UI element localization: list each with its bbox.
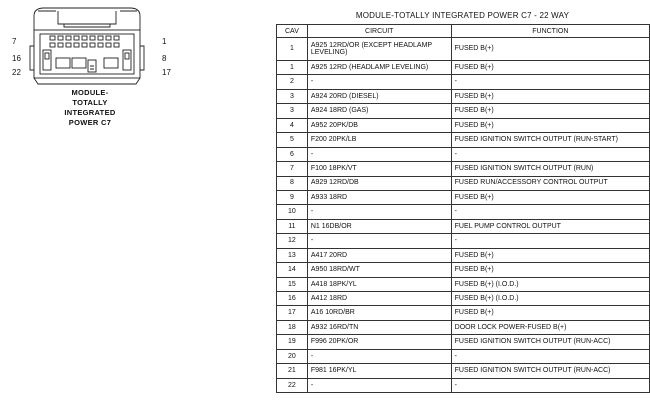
cell-cav: 5	[277, 133, 308, 147]
module-label-line: TOTALLY	[72, 98, 108, 107]
cell-cav: 3	[277, 104, 308, 118]
cell-function: FUSED B(+)	[451, 104, 649, 118]
table-row	[277, 219, 650, 233]
cell-circuit: N1 16DB/OR	[307, 219, 451, 233]
cell-circuit: F100 18PK/VT	[307, 162, 451, 176]
cell-cav: 2	[277, 75, 308, 89]
cell-function: FUSED IGNITION SWITCH OUTPUT (RUN-START)	[451, 133, 649, 147]
cell-function: -	[451, 234, 649, 248]
cell-cav: 14	[277, 263, 308, 277]
cell-cav: 10	[277, 205, 308, 219]
table-row	[277, 104, 650, 118]
cell-function: FUSED B(+) (I.O.D.)	[451, 277, 649, 291]
cell-cav: 19	[277, 335, 308, 349]
cell-circuit: A952 20PK/DB	[307, 118, 451, 132]
table-row	[277, 190, 650, 204]
header-function: FUNCTION	[451, 25, 649, 38]
module-label-line: POWER C7	[68, 118, 112, 127]
table-body	[277, 38, 650, 393]
table-row	[277, 61, 650, 75]
cell-circuit: A16 10RD/BR	[307, 306, 451, 320]
pin-label-1: 1	[162, 37, 167, 46]
cell-function: -	[451, 147, 649, 161]
cell-circuit: A933 18RD	[307, 190, 451, 204]
pin-label-8: 8	[162, 54, 167, 63]
table-header-row	[277, 25, 650, 38]
cell-function: FUSED IGNITION SWITCH OUTPUT (RUN-ACC)	[451, 364, 649, 378]
cell-circuit: -	[307, 75, 451, 89]
cell-function: FUSED B(+)	[451, 306, 649, 320]
cell-circuit: A925 12RD (HEADLAMP LEVELING)	[307, 61, 451, 75]
cell-circuit: -	[307, 378, 451, 392]
table-row	[277, 306, 650, 320]
cell-circuit: -	[307, 234, 451, 248]
table-row	[277, 349, 650, 363]
cell-function: FUSED B(+)	[451, 118, 649, 132]
table-row	[277, 277, 650, 291]
table-row	[277, 378, 650, 392]
cell-cav: 16	[277, 292, 308, 306]
pin-label-7: 7	[12, 37, 17, 46]
cell-circuit: A417 20RD	[307, 248, 451, 262]
cell-circuit: A924 20RD (DIESEL)	[307, 89, 451, 103]
cell-circuit: A929 12RD/DB	[307, 176, 451, 190]
cell-circuit: F200 20PK/LB	[307, 133, 451, 147]
header-cav: CAV	[277, 25, 308, 38]
cell-cav: 4	[277, 118, 308, 132]
cell-function: DOOR LOCK POWER-FUSED B(+)	[451, 320, 649, 334]
table-row	[277, 38, 650, 61]
table-row	[277, 292, 650, 306]
cell-function: FUSED B(+)	[451, 248, 649, 262]
cell-function: FUSED B(+)	[451, 263, 649, 277]
cell-cav: 6	[277, 147, 308, 161]
cell-function: FUSED B(+)	[451, 38, 649, 61]
table-row	[277, 248, 650, 262]
table-row	[277, 75, 650, 89]
table-row	[277, 176, 650, 190]
cell-cav: 11	[277, 219, 308, 233]
cell-function: FUSED IGNITION SWITCH OUTPUT (RUN)	[451, 162, 649, 176]
cell-circuit: -	[307, 147, 451, 161]
pin-label-16: 16	[12, 54, 21, 63]
cell-function: -	[451, 349, 649, 363]
pin-label-17: 17	[162, 68, 171, 77]
cell-function: FUSED B(+) (I.O.D.)	[451, 292, 649, 306]
cell-cav: 18	[277, 320, 308, 334]
cell-circuit: F981 16PK/YL	[307, 364, 451, 378]
cell-circuit: -	[307, 205, 451, 219]
cell-cav: 1	[277, 38, 308, 61]
table-row	[277, 263, 650, 277]
table-row	[277, 320, 650, 334]
cell-circuit: A412 18RD	[307, 292, 451, 306]
module-label-line: MODULE-	[71, 88, 109, 97]
table-title: MODULE-TOTALLY INTEGRATED POWER C7 - 22 WAY	[355, 11, 570, 20]
cell-cav: 22	[277, 378, 308, 392]
table-row	[277, 118, 650, 132]
cell-function: FUEL PUMP CONTROL OUTPUT	[451, 219, 649, 233]
table-row	[277, 162, 650, 176]
cell-cav: 3	[277, 89, 308, 103]
cell-circuit: A932 16RD/TN	[307, 320, 451, 334]
cell-circuit: A950 18RD/WT	[307, 263, 451, 277]
pin-label-22: 22	[12, 68, 21, 77]
table-row	[277, 133, 650, 147]
cell-circuit: F996 20PK/OR	[307, 335, 451, 349]
cell-cav: 9	[277, 190, 308, 204]
cell-function: -	[451, 75, 649, 89]
cell-function: -	[451, 205, 649, 219]
table-row	[277, 335, 650, 349]
cell-cav: 7	[277, 162, 308, 176]
table-row	[277, 205, 650, 219]
cell-function: FUSED B(+)	[451, 61, 649, 75]
cell-cav: 1	[277, 61, 308, 75]
cell-cav: 20	[277, 349, 308, 363]
cell-cav: 13	[277, 248, 308, 262]
cell-cav: 12	[277, 234, 308, 248]
cell-cav: 15	[277, 277, 308, 291]
cell-function: FUSED RUN/ACCESSORY CONTROL OUTPUT	[451, 176, 649, 190]
table-row	[277, 89, 650, 103]
cell-function: FUSED B(+)	[451, 190, 649, 204]
table-row	[277, 234, 650, 248]
cell-circuit: A418 18PK/YL	[307, 277, 451, 291]
module-label	[40, 88, 140, 128]
cell-function: FUSED B(+)	[451, 89, 649, 103]
cell-circuit: -	[307, 349, 451, 363]
cell-cav: 21	[277, 364, 308, 378]
pinout-table	[276, 24, 650, 393]
cell-cav: 8	[277, 176, 308, 190]
cell-circuit: A925 12RD/OR (EXCEPT HEADLAMP LEVELING)	[307, 38, 451, 61]
table-row	[277, 364, 650, 378]
module-label-line: INTEGRATED	[64, 108, 116, 117]
cell-cav: 17	[277, 306, 308, 320]
header-circuit: CIRCUIT	[307, 25, 451, 38]
cell-function: FUSED IGNITION SWITCH OUTPUT (RUN-ACC)	[451, 335, 649, 349]
cell-circuit: A924 18RD (GAS)	[307, 104, 451, 118]
cell-function: -	[451, 378, 649, 392]
connector-illustration	[0, 0, 200, 140]
table-row	[277, 147, 650, 161]
